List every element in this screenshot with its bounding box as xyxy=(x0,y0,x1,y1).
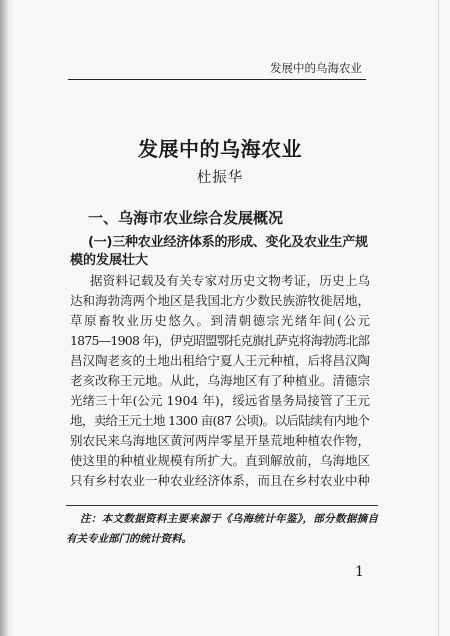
body-line: 别农民来乌海地区黄河两岸零星开垦荒地种植农作物， xyxy=(70,433,370,448)
section-heading: 一、乌海市农业综合发展概况 xyxy=(88,209,284,227)
body-line: 据资料记载及有关专家对历史文物考证，历史上乌 xyxy=(90,273,371,288)
article-title: 发展中的乌海农业 xyxy=(138,137,302,161)
scan-shadow xyxy=(0,0,14,636)
body-line: 草原畜牧业历史悠久。到清朝德宗光绪年间(公元 xyxy=(70,313,372,328)
subheading xyxy=(70,234,370,270)
body-line: 昌汉陶老亥的土地出租给宁夏人王元种植，后将昌汉陶 xyxy=(70,353,370,368)
subheading-line: 模的发展壮大 xyxy=(70,253,149,268)
body-line: 达和海勃湾两个地区是我国北方少数民族游牧徙居地， xyxy=(70,293,370,308)
subheading-line: (一)三种农业经济体系的形成、变化及农业生产规 xyxy=(88,235,368,250)
footnote xyxy=(66,509,378,549)
body-line: 地，卖给王元土地 1300 亩(87 公顷)。以后陆续有内地个 xyxy=(70,413,370,428)
body-line: 使这里的种植业规模有所扩大。直到解放前，乌海地区 xyxy=(70,453,370,468)
author-name: 杜振华 xyxy=(196,170,244,186)
footnote-line: 有关专业部门的统计资料。 xyxy=(66,533,192,545)
body-line: 老亥改称王元地。从此，乌海地区有了种植业。清德宗 xyxy=(70,373,370,388)
footnote-line: 注：本文数据资料主要来源于《乌海统计年鉴》，部分数据摘自 xyxy=(80,513,379,525)
running-header: 发展中的乌海农业 xyxy=(270,61,362,75)
scan-edge xyxy=(438,0,439,636)
page-number: 1 xyxy=(355,564,364,580)
body-line: 光绪三十年(公元 1904 年)，绥远省垦务局接管了王元 xyxy=(70,393,371,408)
body-line: 只有乡村农业一种农业经济体系，而且在乡村农业中种 xyxy=(70,473,370,488)
body-paragraph xyxy=(70,271,370,491)
footnote-rule xyxy=(66,505,378,506)
header-rule xyxy=(68,79,366,80)
body-line: 1875—1908 年)，伊克昭盟鄂托克旗扎萨克将海勃湾北部 xyxy=(70,333,370,348)
